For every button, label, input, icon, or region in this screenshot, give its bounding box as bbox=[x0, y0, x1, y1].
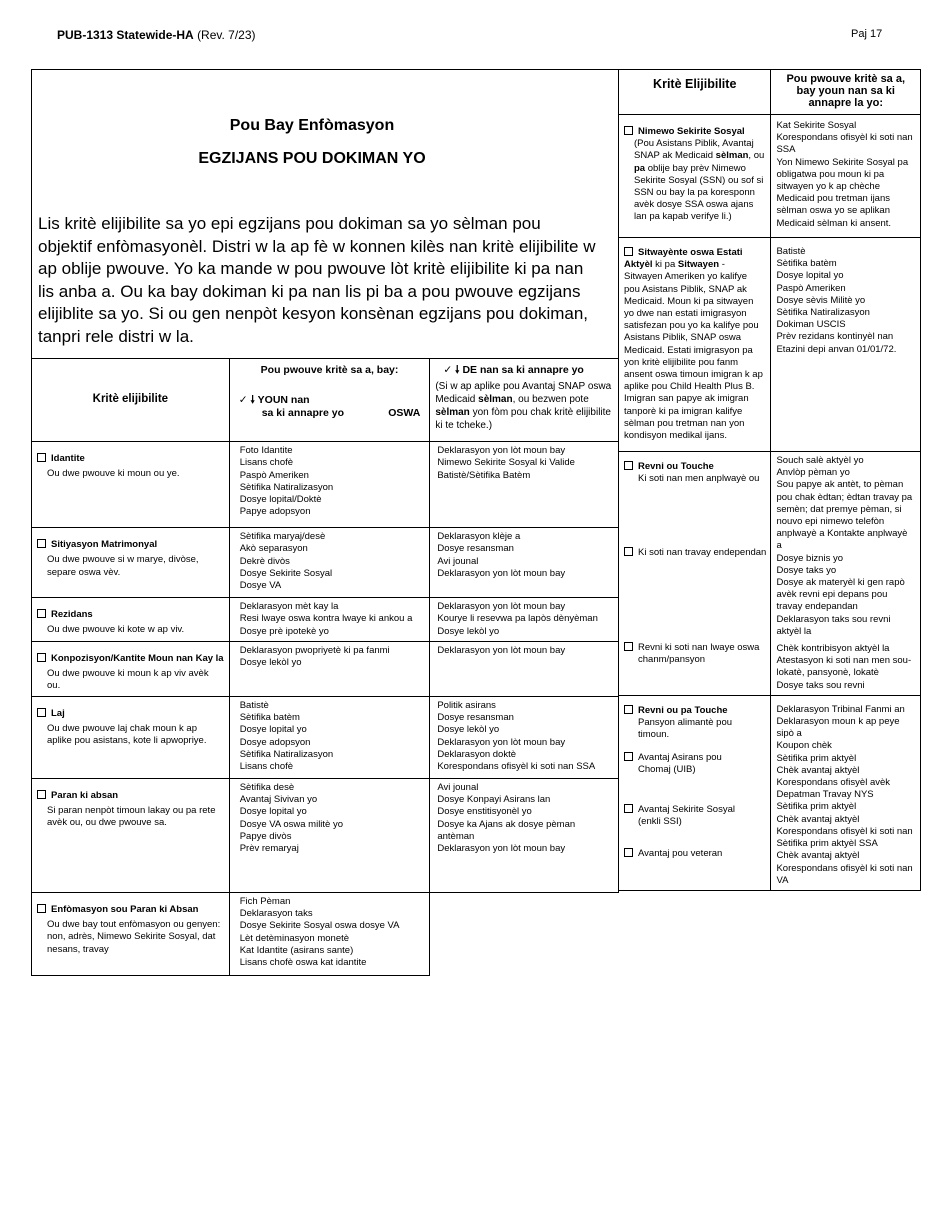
proof-item: Batistè bbox=[776, 246, 806, 257]
proof-item: Sètifika prim aktyèl bbox=[776, 752, 857, 764]
crit-citizenship-text bbox=[624, 247, 765, 442]
proof-item: Dosye lekòl yo bbox=[437, 724, 500, 736]
proof-item: Sètifika prim aktyèl SSA bbox=[776, 838, 878, 850]
checkbox[interactable] bbox=[624, 126, 633, 135]
proof-two-cell bbox=[430, 528, 619, 598]
crit-citizenship bbox=[619, 238, 771, 452]
proof-item: Chèk kontribisyon aktyèl la bbox=[776, 643, 890, 655]
proof-item: Dosye taks yo bbox=[776, 564, 837, 576]
proof-unearned-income bbox=[771, 695, 921, 890]
checkbox[interactable] bbox=[37, 539, 46, 548]
proof-item: Dosye enstitisyonèl yo bbox=[437, 806, 532, 818]
ssn-desc-bold1: sèlman bbox=[715, 150, 749, 162]
checkbox[interactable] bbox=[624, 848, 633, 857]
proof-two-cell bbox=[430, 696, 619, 778]
table-row bbox=[32, 598, 619, 642]
proof-item: Koupon chèk bbox=[776, 740, 832, 752]
proof-item: Dosye adopsyon bbox=[239, 736, 311, 748]
crit-unearned-sub1: Pansyon alimantè pou timoun. bbox=[638, 717, 733, 741]
cit-name-a: Sitwayènte oswa Estati Aktyèl bbox=[624, 247, 743, 271]
page-number: Paj 17 bbox=[851, 28, 883, 40]
criteria-name: Konpozisyon/Kantite Moun nan Kay la bbox=[51, 652, 224, 664]
criteria-cell bbox=[32, 528, 230, 598]
proof-two-cell bbox=[430, 442, 619, 528]
proof-item: Avantaj Sivivan yo bbox=[239, 794, 318, 806]
proof-item: Deklarasyon Tribinal Fanmi an bbox=[776, 703, 905, 715]
criteria-cell bbox=[32, 442, 230, 528]
right-col1-header: Kritè Elijibilite bbox=[619, 70, 771, 115]
proof-item: Deklarasyon yon lòt moun bay bbox=[437, 843, 566, 855]
proof-item: Deklarasyon yon lòt moun bay bbox=[437, 736, 566, 748]
crit-unearned-sub3: Avantaj Sekirite Sosyal (enkli SSI) bbox=[638, 803, 735, 828]
ssn-desc-a: (Pou Asistans Piblik, Avantaj SNAP ak Medicaid bbox=[634, 138, 754, 162]
proof-item: Yon Nimewo Sekirite Sosyal pa obligatwa pou moun ki pa sitwayen yo k ap chèche Medicaid pou tretman ijans sèlman oswa yo se aplikan Medicaid sèlman ki ansent. bbox=[776, 156, 909, 229]
proof-one-cell bbox=[229, 778, 430, 892]
cit-name-c: - Sitwayen Ameriken yo kalifye pou Asistans Piblik, SNAP ak Medicaid. Moun ki pa sitwayen yo dwe nan estati imigrasyon satisfezan pou yo ka kalifye pou Asistans Piblik, SNAP oswa Medicaid. Estati imigrasyon pa yon kritè elijibilite pou fanm ansent oswa timoun imigran k ap aplike pou Child Health Plus B. Imigran san papye ak imigran tanporè ki pa imigran kalifye sèlman pou tretman nan yon kondisyon medikal ijans. bbox=[624, 259, 763, 442]
proof-item: Chèk avantaj aktyèl bbox=[776, 813, 860, 825]
col-header-one bbox=[229, 359, 430, 442]
proof-item: Deklarasyon pwopriyetè ki pa fanmi bbox=[239, 644, 390, 656]
proof-item: Dosye lekòl yo bbox=[239, 657, 302, 669]
proof-item: Dosye VA oswa militè yo bbox=[239, 818, 344, 830]
cit-name-b: ki pa bbox=[652, 259, 678, 271]
proof-item: Lisans chofè bbox=[239, 457, 294, 469]
intro-subtitle: EGZIJANS POU DOKIMAN YO bbox=[198, 150, 426, 167]
crit-ssn-name: Nimewo Sekirite Sosyal bbox=[638, 126, 745, 137]
proof-item: Sètifika Natiralizasyon bbox=[239, 481, 334, 493]
proof-item: Dosye Konpayi Asirans lan bbox=[437, 794, 551, 806]
proof-item: Deklarasyon klèje a bbox=[437, 531, 521, 542]
criteria-name: Rezidans bbox=[51, 609, 93, 620]
proof-item: Nimewo Sekirite Sosyal ki Valide bbox=[437, 457, 575, 469]
proof-item: Deklarasyon yon lòt moun bay bbox=[437, 445, 566, 456]
proof-two-cell bbox=[430, 892, 619, 975]
table-row bbox=[32, 778, 619, 892]
col2-header-sub: sa ki annapre yo bbox=[261, 406, 344, 419]
proof-item: Dosye taks sou revni bbox=[776, 679, 865, 691]
criteria-cell bbox=[32, 892, 230, 975]
proof-item: Deklarasyon yon lòt moun bay bbox=[437, 644, 566, 656]
proof-ssn-list bbox=[776, 120, 915, 230]
proof-one-cell bbox=[229, 442, 430, 528]
document-id bbox=[57, 28, 256, 42]
criteria-cell bbox=[32, 696, 230, 778]
proof-ssn bbox=[771, 115, 921, 238]
criteria-cell bbox=[32, 641, 230, 696]
crit-unearned-name: Revni ou pa Touche bbox=[638, 704, 728, 716]
proof-item: Deklarasyon moun k ap peye sipò a bbox=[776, 716, 900, 740]
proof-item: Dosye lopital yo bbox=[239, 724, 307, 736]
checkbox[interactable] bbox=[37, 708, 46, 717]
proof-item: Anvlòp pèman yo bbox=[776, 467, 850, 479]
proof-item: Sètifika batèm bbox=[239, 712, 300, 724]
proof-item: Batistè bbox=[239, 699, 269, 711]
proof-item: Sètifika Natiralizasyon bbox=[239, 748, 334, 760]
col-header-criteria bbox=[32, 359, 230, 442]
criteria-name: Enfòmasyon sou Paran ki Absan bbox=[51, 903, 199, 915]
proof-item: Sètifika desè bbox=[239, 781, 295, 793]
proof-item: Kourye li resevwa pa lapòs dènyèman bbox=[437, 613, 598, 625]
checkbox[interactable] bbox=[624, 752, 633, 761]
checkbox[interactable] bbox=[624, 547, 633, 556]
table-row bbox=[32, 892, 619, 975]
crit-unearned-income bbox=[619, 695, 771, 890]
proof-item: Deklarasyon yon lòt moun bay bbox=[437, 601, 566, 612]
table-row bbox=[32, 528, 619, 598]
proof-citizenship-list bbox=[776, 246, 915, 356]
proof-item: Batistè/Sètifika Batèm bbox=[437, 469, 531, 481]
proof-item: Dosye lopital yo bbox=[776, 270, 844, 282]
criteria-cell bbox=[32, 778, 230, 892]
crit-earned-sub3: Revni ki soti nan lwaye oswa chanm/pansyon bbox=[638, 642, 760, 666]
proof-one-cell bbox=[229, 528, 430, 598]
ssn-desc-bold2: pa bbox=[634, 162, 646, 174]
proof-item: Sou papye ak antèt, to pèman pou chak èdtan; èdtan travay pa semèn; dat premye pèman, si nouvo epi nimewo telefòn anplwayè a Kontakte anplwayè a bbox=[776, 479, 913, 552]
proof-two-cell bbox=[430, 598, 619, 642]
crit-earned-sub2: Ki soti nan travay endependan bbox=[638, 547, 767, 558]
col2-header-or: OSWA bbox=[388, 406, 421, 419]
proof-item: Dosye VA bbox=[239, 580, 282, 592]
col2-header-check: ✓ 🠗 YOUN nan bbox=[238, 394, 310, 407]
proof-item: Atestasyon ki soti nan men sou-lokatè, pansyonè, lokatè bbox=[776, 655, 912, 679]
proof-item: Dosye lopital/Doktè bbox=[239, 494, 322, 506]
checkbox[interactable] bbox=[624, 804, 633, 813]
proof-item: Fich Pèman bbox=[239, 895, 291, 907]
table-row bbox=[32, 442, 619, 528]
proof-item: Chèk avantaj aktyèl bbox=[776, 764, 860, 776]
proof-item: Dosye ak materyèl ki gen rapò avèk revni epi depans pou travay endepandan bbox=[776, 577, 905, 613]
col3-header-note: (Si w ap aplike pou Avantaj SNAP oswa Medicaid sèlman, ou bezwen pote sèlman yon fòm pou chak kritè elijibilite ki te tcheke.) bbox=[435, 381, 612, 432]
criteria-name: Sitiyasyon Matrimonyal bbox=[51, 539, 158, 550]
proof-item: Lèt detèminasyon monetè bbox=[239, 932, 350, 944]
proof-item: Dekrè divòs bbox=[239, 555, 290, 567]
criteria-desc: Ou dwe pwouve ki moun k ap viv avèk ou. bbox=[47, 668, 209, 692]
table-row bbox=[32, 641, 619, 696]
proof-item: Dosye ka Ajans ak dosye pèman antèman bbox=[437, 818, 576, 842]
table-row bbox=[32, 696, 619, 778]
proof-item: Avi jounal bbox=[437, 555, 479, 567]
criteria-name: Paran ki absan bbox=[51, 789, 119, 801]
checkbox[interactable] bbox=[624, 642, 633, 651]
proof-item: Souch salè aktyèl yo bbox=[776, 455, 864, 466]
crit-earned-sub1: Ki soti nan men anplwayè ou bbox=[638, 473, 760, 485]
proof-item: Dosye resansman bbox=[437, 543, 514, 555]
proof-item: Sètifika maryaj/desè bbox=[239, 531, 326, 542]
proof-item: Deklarasyon taks sou revni aktyèl la bbox=[776, 613, 891, 637]
proof-item: Akò separasyon bbox=[239, 543, 308, 555]
proof-two-cell bbox=[430, 641, 619, 696]
checkbox[interactable] bbox=[624, 705, 633, 714]
proof-item: Sètifika Natiralizasyon bbox=[776, 307, 870, 319]
criteria-desc: Ou dwe pwouve laj chak moun k ap aplike pou asistans, kote li apwopriye. bbox=[47, 723, 207, 747]
proof-item: Sètifika prim aktyèl bbox=[776, 801, 857, 813]
checkbox[interactable] bbox=[624, 461, 633, 470]
intro-body: Lis kritè elijibilite sa yo epi egzijans pou dokiman sa yo sèlman pou objektif enfòmasyonèl. Distri w la ap fè w konnen kilès nan kritè elijibilite w ap oblije pwouve. Yo ka mande w pou pwouve lòt kritè elijibilite ki pa nan lis anba a. Ou ka bay dokiman ki pa nan lis pi ba a pou pwouve egzijans elijiblite sa yo. Si ou gen nenpòt kesyon konsènan egzijans pou dokiman, tanpri rele distri w la. bbox=[38, 214, 596, 346]
proof-item: Prèv rezidans kontinyèl nan Etazini depi anvan 01/01/72. bbox=[776, 331, 897, 355]
proof-item: Lisans chofè bbox=[239, 761, 294, 773]
proof-item: Dosye lopital yo bbox=[239, 806, 307, 818]
proof-item: Dokiman USCIS bbox=[776, 319, 846, 331]
proof-item: Sètifika batèm bbox=[776, 258, 837, 270]
checkbox[interactable] bbox=[37, 904, 46, 913]
revision-text: (Rev. 7/23) bbox=[197, 28, 256, 42]
proof-item: Lisans chofè oswa kat idantite bbox=[239, 957, 367, 969]
proof-item: Dosye resansman bbox=[437, 712, 514, 724]
proof-item: Deklarasyon taks bbox=[239, 908, 313, 920]
col2-header-sub-row bbox=[235, 407, 425, 419]
criteria-name: Idantite bbox=[51, 453, 85, 464]
proof-item: Korespondans ofisyèl ki soti nan VA bbox=[776, 862, 913, 886]
criteria-desc: Ou dwe pwouve si w marye, divòse, separe oswa vèv. bbox=[47, 554, 199, 578]
doc-id-text: PUB-1313 Statewide-HA bbox=[57, 28, 194, 42]
checkbox[interactable] bbox=[37, 790, 46, 799]
proof-item: Dosye lekòl yo bbox=[437, 625, 500, 637]
proof-item: Deklarasyon doktè bbox=[437, 748, 517, 760]
proof-one-cell bbox=[229, 696, 430, 778]
crit-earned-name: Revni ou Touche bbox=[638, 461, 714, 472]
left-criteria-table bbox=[31, 358, 619, 976]
proof-item: Korespondans ofisyèl ki soti nan SSA bbox=[776, 132, 913, 156]
proof-item: Papye divòs bbox=[239, 830, 292, 842]
col-header-two bbox=[430, 359, 619, 442]
crit-ssn bbox=[619, 115, 771, 238]
proof-one-cell bbox=[229, 641, 430, 696]
proof-item: Avi jounal bbox=[437, 781, 479, 793]
crit-ssn-desc bbox=[624, 138, 765, 223]
criteria-desc: Si paran nenpòt timoun lakay ou pa rete avèk ou, ou dwe pwouve sa. bbox=[47, 805, 216, 829]
cit-name-bold: Sitwayen bbox=[677, 259, 720, 271]
criteria-desc: Ou dwe bay tout enfòmasyon ou genyen: non, adrès, Nimewo Sekirite Sosyal, dat nesans, travay bbox=[47, 919, 221, 955]
criteria-name: Laj bbox=[51, 707, 65, 719]
proof-earned-income bbox=[771, 452, 921, 696]
proof-item: Dosye prè ipotekè yo bbox=[239, 625, 329, 637]
proof-item: Paspò Ameriken bbox=[776, 282, 846, 294]
criteria-desc: Ou dwe pwouve ki kote w ap viv. bbox=[47, 624, 185, 636]
intro-title: Pou Bay Enfòmasyon bbox=[229, 117, 395, 134]
checkbox[interactable] bbox=[37, 453, 46, 462]
col1-header-text: Kritè elijibilite bbox=[92, 393, 169, 406]
crit-unearned-sub2: Avantaj Asirans pou Chomaj (UIB) bbox=[638, 751, 722, 776]
proof-one-cell bbox=[229, 892, 430, 975]
criteria-desc: Ou dwe pwouve ki moun ou ye. bbox=[47, 468, 180, 480]
proof-item: Resi lwaye oswa kontra lwaye ki ankou a bbox=[239, 613, 413, 625]
ssn-desc-b: , ou bbox=[748, 150, 765, 162]
proof-item: Chèk avantaj aktyèl bbox=[776, 850, 860, 862]
col2-header-top: Pou pwouve kritè sa a, bay: bbox=[260, 364, 399, 376]
proof-item: Dosye sèvis Militè yo bbox=[776, 294, 866, 306]
checkbox[interactable] bbox=[624, 247, 633, 256]
proof-item: Paspò Ameriken bbox=[239, 469, 309, 481]
right-criteria-table bbox=[618, 69, 921, 891]
proof-one-cell bbox=[229, 598, 430, 642]
proof-item: Dosye Sekirite Sosyal oswa dosye VA bbox=[239, 920, 400, 932]
proof-item: Kat Idantite (asirans sante) bbox=[239, 944, 354, 956]
right-col2-header: Pou pwouve kritè sa a, bay youn nan sa ki annapre la yo: bbox=[771, 70, 921, 115]
crit-earned-income bbox=[619, 452, 771, 696]
proof-earned-list2 bbox=[776, 643, 915, 692]
proof-item: Korespondans ofisyèl ki soti nan bbox=[776, 825, 913, 837]
proof-item: Deklarasyon yon lòt moun bay bbox=[437, 567, 566, 579]
proof-item: Papye adopsyon bbox=[239, 506, 311, 518]
intro-box bbox=[31, 69, 619, 359]
proof-unearned-list bbox=[776, 704, 915, 887]
proof-two-cell bbox=[430, 778, 619, 892]
checkbox[interactable] bbox=[37, 609, 46, 618]
ssn-desc-c: oblije bay prèv Nimewo Sekirite Sosyal (SSN) ou sof si SSN ou bay la pa koresponn avèk dosye SSA oswa ajans lan pa kapab verifye li.) bbox=[634, 162, 764, 223]
proof-earned-list1 bbox=[776, 455, 915, 638]
proof-item: Foto Idantite bbox=[239, 445, 293, 456]
proof-item: Kat Sekirite Sosyal bbox=[776, 120, 857, 131]
proof-item: Dosye Sekirite Sosyal bbox=[239, 567, 333, 579]
checkbox[interactable] bbox=[37, 653, 46, 662]
proof-item: Prèv remaryaj bbox=[239, 843, 299, 855]
col3-header-top: ✓ 🠗 DE nan sa ki annapre yo bbox=[443, 364, 584, 376]
proof-item: Dosye biznis yo bbox=[776, 552, 843, 564]
crit-unearned-sub4: Avantaj pou veteran bbox=[638, 847, 723, 859]
proof-item: Korespondans ofisyèl ki soti nan SSA bbox=[437, 761, 596, 773]
proof-item: Korespondans ofisyèl avèk Depatman Travay NYS bbox=[776, 777, 891, 801]
proof-citizenship bbox=[771, 238, 921, 452]
criteria-cell bbox=[32, 598, 230, 642]
proof-item: Deklarasyon mèt kay la bbox=[239, 601, 339, 612]
proof-item: Politik asirans bbox=[437, 699, 496, 711]
